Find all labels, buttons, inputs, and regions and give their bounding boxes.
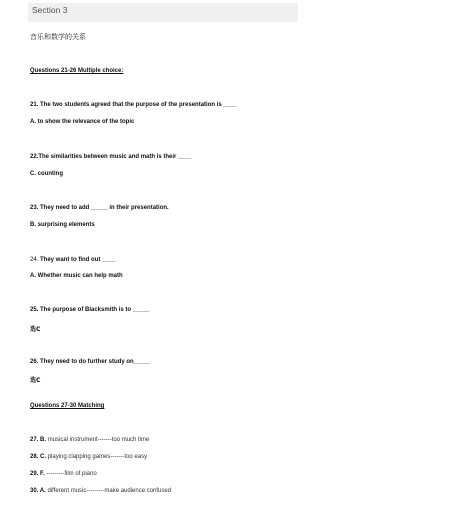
answer-24: A. Whether music can help math bbox=[30, 273, 123, 279]
matching-number: 27. B. bbox=[30, 437, 47, 443]
answer-22: C. counting bbox=[30, 171, 63, 177]
matching-heading: Questions 27-30 Matching bbox=[30, 403, 105, 409]
question-23: 23. They need to add _____ in their presentation. bbox=[30, 205, 169, 211]
matching-text: different music---------make audience confused bbox=[47, 488, 172, 494]
answer-23: B. surprising elements bbox=[30, 222, 95, 228]
matching-number: 30. A. bbox=[30, 488, 46, 494]
question-24 bbox=[30, 257, 115, 263]
matching-item-27 bbox=[30, 437, 149, 443]
question-26: 26. They need to do further study on_____ bbox=[30, 359, 151, 365]
document-title: 音乐和数学的关系 bbox=[30, 33, 86, 41]
question-22: 22.The similarities between music and math is their ____ bbox=[30, 154, 192, 160]
question-25: 25. The purpose of Blacksmith is to _____ bbox=[30, 307, 150, 313]
multiple-choice-heading: Questions 21-26 Multiple choice: bbox=[30, 68, 124, 74]
question-24-number: 24. bbox=[30, 257, 41, 263]
matching-item-28 bbox=[30, 454, 147, 460]
matching-text: musical instrument-------too much time bbox=[47, 437, 150, 443]
answer-26: 选C bbox=[30, 377, 41, 384]
matching-item-29 bbox=[30, 471, 97, 477]
matching-number: 28. C. bbox=[30, 454, 47, 460]
matching-text: playing clapping games-------too easy bbox=[47, 454, 148, 460]
matching-text: ---------film of piano bbox=[46, 471, 97, 477]
question-24-text: They want to find out ____ bbox=[40, 257, 116, 263]
section-label: Section 3 bbox=[32, 5, 68, 15]
section-header-bar bbox=[28, 3, 298, 22]
matching-number: 29. F. bbox=[30, 471, 45, 477]
answer-21: A. to show the relevance of the topic bbox=[30, 119, 135, 125]
answer-25: 选C bbox=[30, 326, 41, 333]
question-21: 21. The two students agreed that the purpose of the presentation is ____ bbox=[30, 102, 237, 108]
matching-item-30 bbox=[30, 488, 171, 494]
